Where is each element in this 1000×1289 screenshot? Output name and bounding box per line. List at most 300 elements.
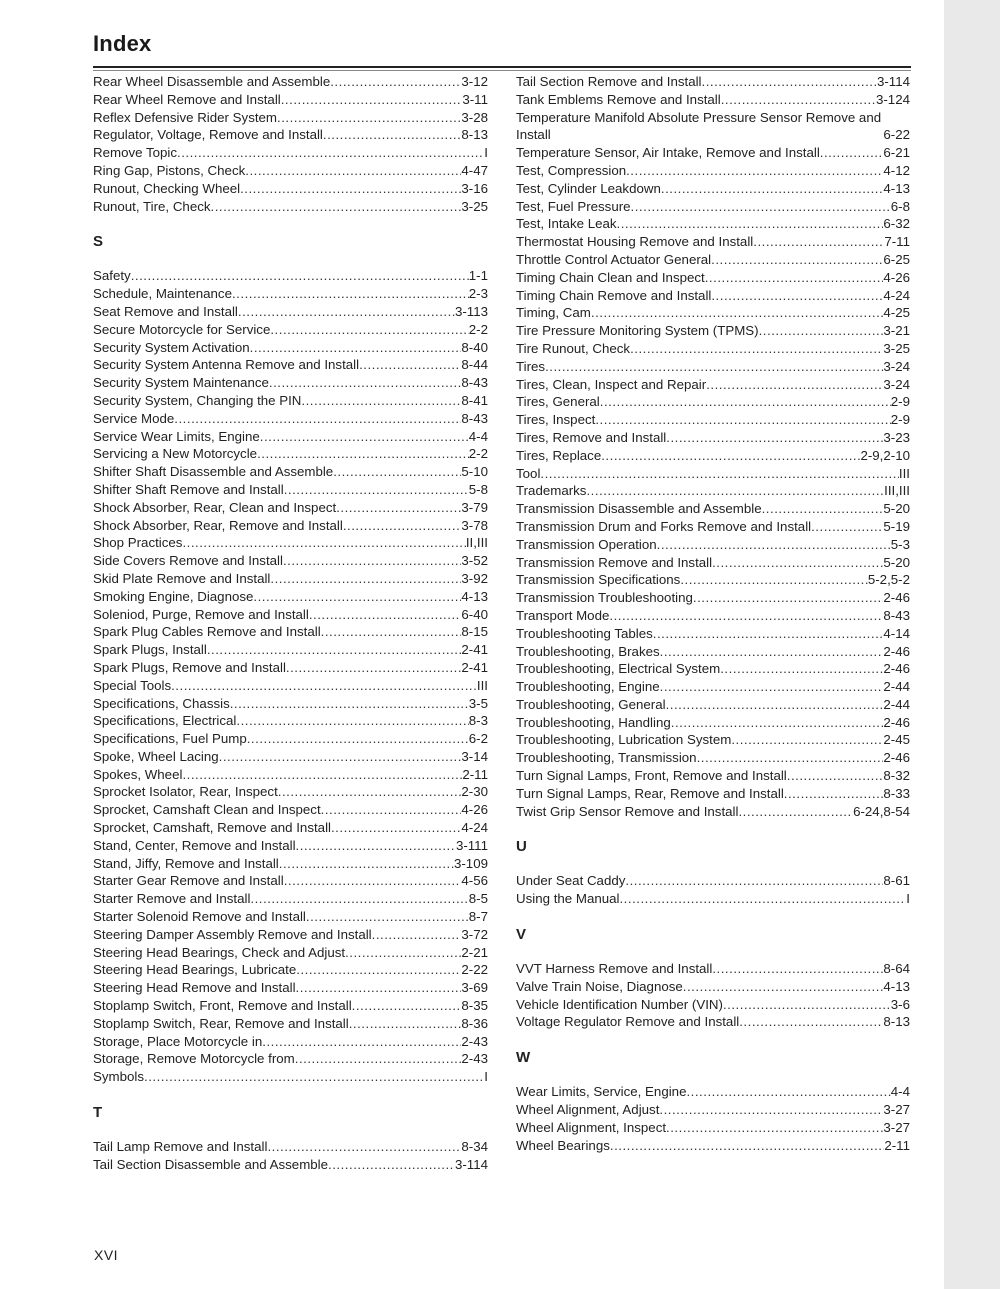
entry-topic: Remove Topic: [93, 145, 178, 161]
entry-page-ref: 8-3: [468, 713, 488, 729]
entry-topic: Wheel Bearings: [516, 1137, 610, 1153]
entry-topic: Spokes, Wheel: [93, 766, 183, 782]
entry-page-ref: 8-43: [461, 410, 488, 426]
dot-leader: [250, 339, 462, 357]
index-entry[interactable]: [516, 731, 910, 749]
dot-leader: [630, 340, 883, 358]
index-entry[interactable]: [516, 465, 910, 483]
entry-topic: Test, Intake Leak: [516, 216, 617, 232]
index-entry[interactable]: [516, 73, 910, 91]
entry-topic: Twist Grip Sensor Remove and Install: [516, 803, 739, 819]
dot-leader: [182, 766, 462, 784]
dot-leader: [721, 91, 876, 109]
entry-page-ref: 8-15: [461, 624, 488, 640]
entry-topic: Runout, Tire, Check: [93, 198, 211, 214]
index-entry[interactable]: [93, 944, 488, 962]
dot-leader: [787, 767, 884, 785]
index-entry[interactable]: [93, 552, 488, 570]
index-entry[interactable]: [93, 855, 488, 873]
index-column-right: [516, 73, 910, 1154]
dot-leader: [697, 749, 884, 767]
entry-page-ref: 2-9: [890, 412, 910, 428]
index-entry[interactable]: [516, 144, 910, 162]
entry-topic: Runout, Checking Wheel: [93, 180, 241, 196]
index-entry[interactable]: [93, 1033, 488, 1051]
entry-page-ref: 3-12: [461, 74, 488, 89]
index-entry[interactable]: [93, 109, 488, 127]
entry-page-ref: 6-40: [461, 606, 488, 622]
index-entry[interactable]: [516, 785, 910, 803]
entry-page-ref: 8-40: [461, 339, 488, 355]
index-entry[interactable]: [93, 392, 488, 410]
index-entry[interactable]: [93, 534, 488, 552]
index-entry[interactable]: [93, 961, 488, 979]
index-entry[interactable]: [516, 269, 910, 287]
entry-topic: Tail Section Disassemble and Assemble: [93, 1156, 329, 1172]
index-entry[interactable]: [516, 714, 910, 732]
dot-leader: [270, 570, 461, 588]
index-entry[interactable]: [516, 233, 910, 251]
entry-topic: Spark Plug Cables Remove and Install: [93, 624, 321, 640]
entry-page-ref: 2-3: [468, 286, 488, 302]
entry-topic: Transmission Operation: [516, 536, 657, 552]
index-entry[interactable]: [93, 445, 488, 463]
index-entry[interactable]: [93, 819, 488, 837]
index-entry[interactable]: [93, 180, 488, 198]
index-entry[interactable]: [93, 695, 488, 713]
entry-page-ref: 3-27: [883, 1102, 910, 1118]
entry-topic: Thermostat Housing Remove and Install: [516, 234, 754, 250]
entry-topic: Steering Damper Assembly Remove and Install: [93, 926, 372, 942]
entry-page-ref: 2-11: [884, 1137, 910, 1153]
entry-topic: Temperature Manifold Absolute Pressure Sensor Remove and Install: [516, 109, 882, 143]
dot-leader: [712, 554, 883, 572]
dot-leader: [323, 126, 461, 144]
entry-topic: Troubleshooting, Transmission: [516, 750, 697, 766]
dot-leader: [540, 465, 899, 483]
page-folio: XVI: [94, 1247, 119, 1263]
entry-page-ref: 4-13: [461, 588, 488, 604]
entry-topic: Secure Motorcycle for Service: [93, 321, 271, 337]
entry-topic: Side Covers Remove and Install: [93, 553, 283, 569]
entry-topic: Wheel Alignment, Inspect: [516, 1119, 667, 1135]
entry-topic: Security System, Changing the PIN: [93, 392, 302, 408]
index-entry[interactable]: [516, 625, 910, 643]
index-entry[interactable]: [516, 215, 910, 233]
index-entry[interactable]: [93, 659, 488, 677]
index-entry[interactable]: [93, 997, 488, 1015]
entry-page-ref: 8-36: [461, 1015, 488, 1031]
dot-leader: [309, 606, 462, 624]
dot-leader: [352, 997, 462, 1015]
index-entry[interactable]: [93, 801, 488, 819]
entry-page-ref: 3-72: [461, 926, 488, 942]
entry-page-ref: 2-9,2-10: [860, 447, 910, 463]
dot-leader: [631, 198, 891, 216]
entry-topic: Tank Emblems Remove and Install: [516, 91, 721, 107]
dot-leader: [625, 872, 883, 890]
index-entry[interactable]: [93, 1050, 488, 1068]
entry-page-ref: 3-79: [461, 499, 488, 515]
entry-page-ref: 3-14: [461, 748, 488, 764]
dot-leader: [720, 660, 883, 678]
entry-topic: Tires, Replace: [516, 447, 602, 463]
dot-leader: [284, 872, 462, 890]
entry-topic: VVT Harness Remove and Install: [516, 961, 713, 977]
dot-leader: [286, 659, 461, 677]
dot-leader: [660, 643, 884, 661]
index-entry[interactable]: [93, 677, 488, 695]
entry-topic: Tail Section Remove and Install: [516, 74, 702, 89]
dot-leader: [236, 712, 468, 730]
entry-page-ref: 8-61: [883, 873, 910, 889]
dot-leader: [211, 198, 462, 216]
dot-leader: [666, 1119, 883, 1137]
index-entry[interactable]: [516, 411, 910, 429]
dot-leader: [333, 463, 461, 481]
entry-page-ref: 2-9: [890, 394, 910, 410]
dot-leader: [711, 251, 883, 269]
index-entry[interactable]: [93, 374, 488, 392]
index-entry[interactable]: [516, 340, 910, 358]
index-entry[interactable]: [516, 660, 910, 678]
index-entry[interactable]: [516, 1101, 910, 1119]
index-entry[interactable]: [516, 696, 910, 714]
dot-leader: [610, 1137, 884, 1155]
dot-leader: [250, 890, 468, 908]
index-entry[interactable]: [93, 267, 488, 285]
index-entry[interactable]: [93, 712, 488, 730]
entry-topic: Seat Remove and Install: [93, 303, 238, 319]
dot-leader: [666, 696, 884, 714]
dot-leader: [372, 926, 462, 944]
index-entry[interactable]: [516, 536, 910, 554]
index-entry[interactable]: [516, 890, 910, 908]
entry-page-ref: 7-11: [884, 234, 910, 250]
entry-page-ref: 3-25: [461, 198, 488, 214]
entry-topic: Spoke, Wheel Lacing: [93, 748, 219, 764]
index-entry[interactable]: [516, 162, 910, 180]
index-entry[interactable]: [516, 978, 910, 996]
dot-leader: [131, 267, 469, 285]
index-entry[interactable]: [516, 447, 910, 465]
entry-topic: Timing, Cam: [516, 305, 591, 321]
index-entry[interactable]: [93, 198, 488, 216]
dot-leader: [595, 411, 890, 429]
entry-page-ref: 8-44: [461, 357, 488, 373]
dot-leader: [653, 625, 884, 643]
dot-leader: [349, 1015, 462, 1033]
entry-page-ref: 3-5: [468, 695, 488, 711]
dot-leader: [609, 607, 883, 625]
index-entry[interactable]: [93, 339, 488, 357]
index-entry[interactable]: [93, 872, 488, 890]
index-entry[interactable]: [93, 979, 488, 997]
index-entry[interactable]: [93, 766, 488, 784]
index-entry[interactable]: [93, 730, 488, 748]
dot-leader: [759, 322, 884, 340]
index-entry[interactable]: [516, 287, 910, 305]
entry-topic: Schedule, Maintenance: [93, 286, 232, 302]
index-entry[interactable]: [516, 393, 910, 411]
entry-page-ref: 5-2,5-2: [867, 572, 910, 588]
index-entry[interactable]: [93, 890, 488, 908]
dot-leader: [247, 730, 469, 748]
dot-leader: [277, 109, 461, 127]
index-entry[interactable]: [516, 643, 910, 661]
index-section: [93, 73, 488, 215]
index-entry[interactable]: [93, 463, 488, 481]
entry-page-ref: 2-45: [883, 732, 910, 748]
index-entry[interactable]: [516, 251, 910, 269]
title-rule: [93, 66, 911, 68]
dot-leader: [177, 144, 484, 162]
section-letter: V: [516, 926, 527, 944]
entry-page-ref: 3-11: [462, 91, 488, 107]
entry-topic: Shifter Shaft Remove and Install: [93, 481, 284, 497]
entry-page-ref: 2-11: [462, 766, 488, 782]
dot-leader: [820, 144, 884, 162]
entry-page-ref: 2-21: [461, 944, 488, 960]
entry-topic: Test, Fuel Pressure: [516, 198, 631, 214]
index-entry[interactable]: [93, 1138, 488, 1156]
dot-leader: [321, 801, 462, 819]
entry-page-ref: 2-2: [468, 446, 488, 462]
entry-page-ref: 4-14: [883, 625, 910, 641]
entry-page-ref: 3-69: [461, 980, 488, 996]
entry-page-ref: 5-10: [461, 464, 488, 480]
dot-leader: [762, 500, 884, 518]
index-entry[interactable]: [93, 410, 488, 428]
entry-topic: Voltage Regulator Remove and Install: [516, 1014, 740, 1030]
dot-leader: [240, 180, 461, 198]
index-entry[interactable]: [516, 678, 910, 696]
index-entry[interactable]: [93, 1156, 488, 1174]
index-entry[interactable]: [516, 322, 910, 340]
entry-page-ref: 8-64: [883, 961, 910, 977]
entry-page-ref: 2-2: [468, 321, 488, 337]
dot-leader: [671, 714, 884, 732]
dot-leader: [296, 961, 461, 979]
index-entry[interactable]: [93, 908, 488, 926]
index-entry[interactable]: [93, 837, 488, 855]
index-entry[interactable]: [93, 1015, 488, 1033]
dot-leader: [296, 837, 456, 855]
dot-leader: [784, 785, 884, 803]
index-entry[interactable]: [93, 588, 488, 606]
dot-leader: [661, 180, 884, 198]
entry-page-ref: 2-46: [883, 643, 910, 659]
index-entry[interactable]: [516, 872, 910, 890]
index-entry[interactable]: [516, 180, 910, 198]
index-entry[interactable]: [93, 356, 488, 374]
dot-leader: [811, 518, 883, 536]
dot-leader: [301, 392, 461, 410]
dot-leader: [666, 429, 883, 447]
index-entry[interactable]: [93, 481, 488, 499]
index-entry[interactable]: [93, 783, 488, 801]
entry-page-ref: 2-46: [883, 714, 910, 730]
index-entry[interactable]: [93, 285, 488, 303]
index-entry[interactable]: [516, 960, 910, 978]
entry-topic: Security System Antenna Remove and Install: [93, 357, 360, 373]
entry-page-ref: 2-43: [461, 1051, 488, 1067]
dot-leader: [586, 482, 884, 500]
index-entry[interactable]: [93, 126, 488, 144]
dot-leader: [230, 695, 469, 713]
index-entry[interactable]: [93, 623, 488, 641]
index-entry[interactable]: [516, 518, 910, 536]
entry-topic: Storage, Place Motorcycle in: [93, 1033, 263, 1049]
dot-leader: [591, 304, 884, 322]
index-entry[interactable]: [516, 589, 910, 607]
entry-topic: Starter Gear Remove and Install: [93, 873, 284, 889]
entry-topic: Sprocket, Camshaft, Remove and Install: [93, 820, 331, 836]
dot-leader: [219, 748, 462, 766]
index-entry[interactable]: [516, 803, 910, 821]
entry-page-ref: 2-44: [883, 696, 910, 712]
index-entry[interactable]: [516, 500, 910, 518]
entry-topic: Wheel Alignment, Adjust: [516, 1102, 660, 1118]
section-letter: W: [516, 1049, 531, 1067]
index-entry[interactable]: [516, 607, 910, 625]
entry-topic: Starter Solenoid Remove and Install: [93, 909, 306, 925]
index-entry[interactable]: [93, 303, 488, 321]
index-entry[interactable]: [93, 144, 488, 162]
dot-leader: [686, 1083, 890, 1101]
entry-topic: Spark Plugs, Remove and Install: [93, 659, 286, 675]
dot-leader: [260, 428, 469, 446]
dot-leader: [331, 819, 461, 837]
entry-page-ref: 8-43: [461, 375, 488, 391]
index-entry[interactable]: [93, 641, 488, 659]
entry-page-ref: 6-25: [883, 251, 910, 267]
entry-topic: Tire Pressure Monitoring System (TPMS): [516, 323, 759, 339]
index-entry[interactable]: [516, 91, 910, 109]
entry-topic: Troubleshooting, Lubrication System: [516, 732, 732, 748]
entry-page-ref: 3-114: [454, 1156, 488, 1172]
entry-page-ref: 3-21: [883, 323, 910, 339]
entry-page-ref: 6-2: [468, 731, 488, 747]
index-entry[interactable]: [93, 1068, 488, 1086]
index-entry[interactable]: [93, 926, 488, 944]
dot-leader: [712, 960, 883, 978]
entry-page-ref: 3-6: [890, 996, 910, 1012]
entry-page-ref: 3-27: [883, 1119, 910, 1135]
index-entry[interactable]: [93, 499, 488, 517]
index-entry[interactable]: [516, 1137, 910, 1155]
entry-topic: Tires, Clean, Inspect and Repair: [516, 376, 707, 392]
dot-leader: [262, 1033, 461, 1051]
index-entry[interactable]: [516, 1083, 910, 1101]
entry-page-ref: 8-13: [883, 1014, 910, 1030]
index-entry[interactable]: [93, 73, 488, 91]
dot-leader: [296, 979, 462, 997]
entry-page-ref: 4-25: [883, 305, 910, 321]
index-section: [516, 73, 910, 820]
index-entry[interactable]: [93, 517, 488, 535]
dot-leader: [269, 374, 461, 392]
entry-page-ref: 3-16: [461, 180, 488, 196]
entry-page-ref: 3-52: [461, 553, 488, 569]
dot-leader: [711, 287, 883, 305]
entry-topic: Security System Activation: [93, 339, 250, 355]
entry-topic: Specifications, Electrical: [93, 713, 237, 729]
index-entry[interactable]: [516, 996, 910, 1014]
index-entry[interactable]: [93, 606, 488, 624]
index-entry[interactable]: [516, 376, 910, 394]
dot-leader: [626, 162, 883, 180]
index-entry[interactable]: [93, 570, 488, 588]
entry-topic: Troubleshooting, Engine: [516, 679, 660, 695]
index-entry[interactable]: [516, 109, 910, 145]
index-entry[interactable]: [93, 162, 488, 180]
index-entry[interactable]: [93, 748, 488, 766]
index-entry[interactable]: [516, 429, 910, 447]
dot-leader: [174, 410, 461, 428]
entry-topic: Tool: [516, 465, 541, 481]
dot-leader: [693, 589, 883, 607]
entry-page-ref: 4-13: [883, 180, 910, 196]
entry-topic: Shop Practices: [93, 535, 183, 551]
entry-topic: Timing Chain Remove and Install: [516, 287, 712, 303]
entry-page-ref: 3-25: [883, 340, 910, 356]
dot-leader: [328, 1156, 455, 1174]
index-entry[interactable]: [516, 1013, 910, 1031]
index-entry[interactable]: [516, 358, 910, 376]
index-section: [93, 215, 488, 1086]
entry-page-ref: 3-111: [455, 837, 488, 853]
entry-topic: Servicing a New Motorcycle: [93, 446, 258, 462]
entry-topic: Tires, General: [516, 394, 600, 410]
entry-page-ref: 4-47: [461, 162, 488, 178]
dot-leader: [238, 303, 455, 321]
entry-page-ref: 4-26: [461, 802, 488, 818]
index-entry[interactable]: [516, 571, 910, 589]
entry-page-ref: 4-12: [883, 162, 910, 178]
index-entry[interactable]: [516, 198, 910, 216]
entry-topic: Shock Absorber, Rear, Remove and Install: [93, 517, 343, 533]
title-rule-thin: [93, 70, 911, 71]
entry-topic: Vehicle Identification Number (VIN): [516, 996, 723, 1012]
entry-page-ref: 1-1: [468, 268, 488, 284]
entry-page-ref: 3-113: [454, 303, 488, 319]
index-entry[interactable]: [516, 482, 910, 500]
dot-leader: [232, 285, 469, 303]
index-entry[interactable]: [516, 554, 910, 572]
entry-topic: Soleniod, Purge, Remove and Install: [93, 606, 309, 622]
entry-page-ref: 8-34: [461, 1139, 488, 1155]
entry-topic: Steering Head Bearings, Check and Adjust: [93, 944, 346, 960]
index-entry[interactable]: [93, 91, 488, 109]
entry-topic: Temperature Sensor, Air Intake, Remove and Install: [516, 145, 820, 161]
entry-page-ref: 5-19: [883, 518, 910, 534]
entry-page-ref: III,III: [884, 483, 910, 499]
index-entry[interactable]: [516, 304, 910, 322]
entry-topic: Shock Absorber, Rear, Clean and Inspect: [93, 499, 337, 515]
entry-page-ref: 5-20: [883, 501, 910, 517]
index-entry[interactable]: [93, 321, 488, 339]
index-entry[interactable]: [516, 1119, 910, 1137]
index-entry[interactable]: [516, 749, 910, 767]
entry-topic: Stand, Jiffy, Remove and Install: [93, 855, 279, 871]
entry-topic: Trademarks: [516, 483, 587, 499]
entry-page-ref: 8-35: [461, 998, 488, 1014]
index-entry[interactable]: [93, 428, 488, 446]
entry-page-ref: I: [484, 1069, 488, 1085]
index-entry[interactable]: [516, 767, 910, 785]
section-letter: S: [93, 233, 104, 251]
